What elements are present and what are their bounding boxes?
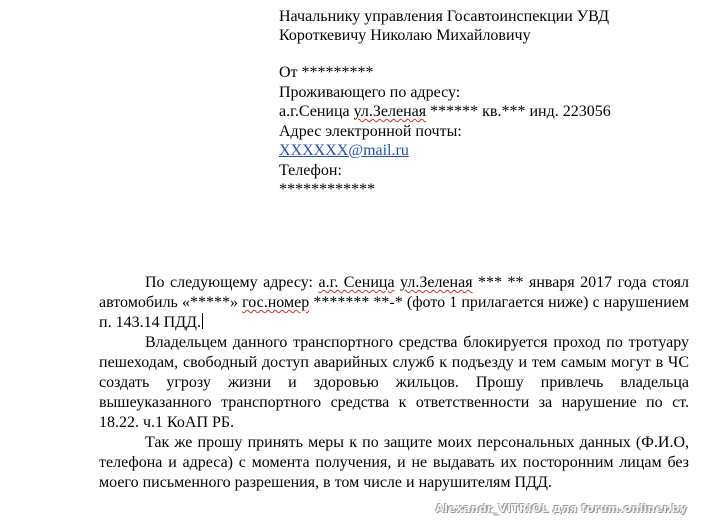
paragraph-incident — [99, 273, 689, 333]
text-cursor — [202, 313, 203, 329]
incident-plate-rest: ******* **-* (фото 1 прилагается ниже) с нарушением п. 143.14 ПДД. — [99, 294, 690, 331]
addressee-name: Короткевичу Николаю Михайловичу — [279, 27, 531, 44]
incident-city: а.г. Сеница — [318, 274, 395, 291]
incident-date-car: *** ** января 2017 года стоял автомобиль «*****» — [99, 274, 690, 311]
sender-residing-label: Проживающего по адресу: — [279, 83, 461, 101]
sender-address — [279, 102, 699, 122]
sender-from: От ********* — [279, 64, 374, 81]
sender-address-city: а.г.Сеница — [279, 103, 350, 120]
sender-phone: ************ — [279, 181, 375, 198]
paragraph-privacy: Так же прошу принять меры к по защите моих персональных данных (Ф.И.О, телефона и адреса) с момента получения, и не выдавать их посторонним лицам без моего письменного разрешения, в том числе и нарушителям ПДД. — [99, 434, 689, 491]
sender-email-line — [279, 141, 699, 161]
addressee-title: Начальнику управления Госавтоинспекции УВД — [279, 8, 610, 25]
sender-email-link[interactable]: XXXXXX@mail.ru — [279, 142, 409, 159]
sender-block — [279, 63, 699, 200]
sender-email-label: Адрес электронной почты: — [279, 122, 462, 140]
paragraph-obstruction: Владельцем данного транспортного средства блокируется проход по тротуару пешеходам, свободный доступ аварийных служб к подъезду и тем самым могут в ЧС создать угрозу жизни и здоровью жильцов. Прошу привлечь владельца вышеуказанного транспортного средства к ответственности за нарушение по ст. 18.22. ч.1 КоАП РБ. — [99, 334, 689, 431]
watermark: Alexandr_VITRIOL для forum.onliner.by — [435, 502, 687, 515]
sender-phone-label: Телефон: — [279, 161, 342, 179]
paragraph-incident-lead: По следующему адресу: — [145, 274, 319, 291]
sender-address-street: ул.Зеленая — [353, 103, 427, 120]
incident-plate-label: гос.номер — [242, 294, 310, 311]
incident-street: ул.Зеленая — [400, 274, 473, 291]
complaint-body — [99, 273, 689, 493]
addressee-block — [279, 7, 699, 45]
sender-address-rest: ****** кв.*** инд. 223056 — [426, 103, 611, 120]
